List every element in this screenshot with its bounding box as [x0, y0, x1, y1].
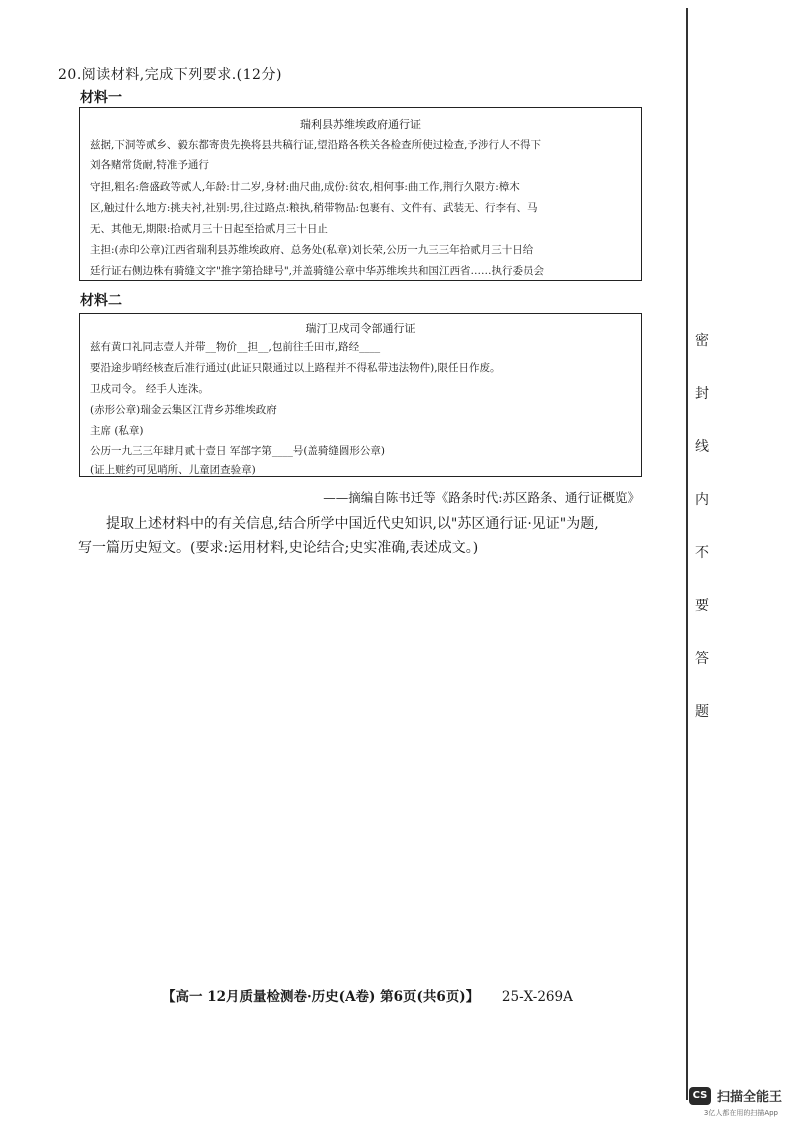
question-title: 20.阅读材料,完成下列要求.(12分)	[58, 67, 282, 83]
material-2-box-title: 瑞汀卫戍司令部通行证	[305, 322, 416, 335]
material-2-line: (证上赃约可见哨所、儿童团查验章)	[90, 464, 256, 476]
material-2-line: 主席 (私章)	[90, 425, 144, 437]
seal-line-notice	[693, 330, 711, 721]
watermark-tagline: 3亿人都在用的扫描App	[703, 1109, 778, 1117]
material-1-line: 廷行证右侧边株有骑缝文字"推字第拾肆号",并盖骑缝公章中华苏维埃共和国江西省……执行委员会	[90, 265, 544, 277]
material-2-line: 卫戍司令。 经手人连洙。	[90, 383, 209, 395]
camscanner-logo-icon: CS	[689, 1087, 711, 1105]
seal-char: 封	[695, 386, 709, 402]
material-1-line: 无、其他无,期限:拾贰月三十日起至拾贰月三十日止	[90, 223, 328, 235]
seal-char: 线	[695, 439, 709, 455]
source-citation: ——摘编自陈书迁等《路条时代:苏区路条、通行证概览》	[323, 490, 640, 505]
material-2-line: 公历一九三三年肆月贰十壹日 军部字第____号(盖骑缝圆形公章)	[90, 445, 386, 457]
material-2-line: 兹有黄口礼同志壹人并带__物价__担__,包前往壬田市,路经____	[90, 341, 381, 353]
seal-char: 答	[695, 651, 709, 667]
material-1-line: 守担,粗名:詹盛政等贰人,年龄:廿二岁,身材:曲尺曲,成份:贫农,相何事:曲工作,荆行久限方:樟木	[90, 181, 520, 193]
material-1-box	[79, 107, 642, 281]
material-1-line: 区,触过什么地方:挑夫衬,社别:男,往过路点:粮执,稍带物品:包裹有、文件有、武装无、行李有、马	[90, 202, 538, 214]
scanner-watermark	[689, 1086, 782, 1105]
prompt-line-2: 写一篇历史短文。(要求:运用材料,史论结合;史实准确,表述成文。)	[78, 540, 479, 556]
footer-code: 25-X-269A	[501, 989, 573, 1005]
material-1-box-title: 瑞利县苏维埃政府通行证	[300, 118, 421, 131]
page-footer	[162, 985, 573, 1005]
seal-char: 密	[695, 333, 709, 349]
prompt-line-1: 提取上述材料中的有关信息,结合所学中国近代史知识,以"苏区通行证·见证"为题,	[106, 516, 599, 532]
material-2-line: 要沿途步哨经核查后准行通过(此证只限通过以上路程并不得私带违法物件),限任日作废。	[90, 362, 501, 374]
seal-char: 题	[695, 704, 709, 720]
material-1-line: 刘各赌常货耐,特准予通行	[90, 159, 209, 171]
material-1-label: 材料一	[80, 90, 122, 106]
material-2-line: (赤形公章)瑞金云集区江背乡苏维埃政府	[90, 404, 277, 416]
footer-title: 【高一 12月质量检测卷·历史(A卷) 第6页(共6页)】	[162, 989, 480, 1005]
seal-char: 要	[695, 598, 709, 614]
material-1-line: 主担:(赤印公章)江西省瑞利县苏维埃政府、总务处(私章)刘长荣,公历一九三三年拾贰月三十日给	[90, 244, 534, 256]
material-2-box	[79, 313, 642, 477]
seal-char: 内	[695, 492, 709, 508]
material-2-label: 材料二	[80, 293, 122, 309]
watermark-name: 扫描全能王	[716, 1090, 782, 1105]
seal-char: 不	[695, 545, 709, 561]
binding-line	[686, 8, 688, 1100]
question-prompt	[78, 512, 658, 560]
material-1-line: 兹据,下洞等贰乡、毅东都寄贵先换将县共稿行证,望沿路各秩关各检查所使过检查,予涉行人不得下	[90, 139, 542, 151]
